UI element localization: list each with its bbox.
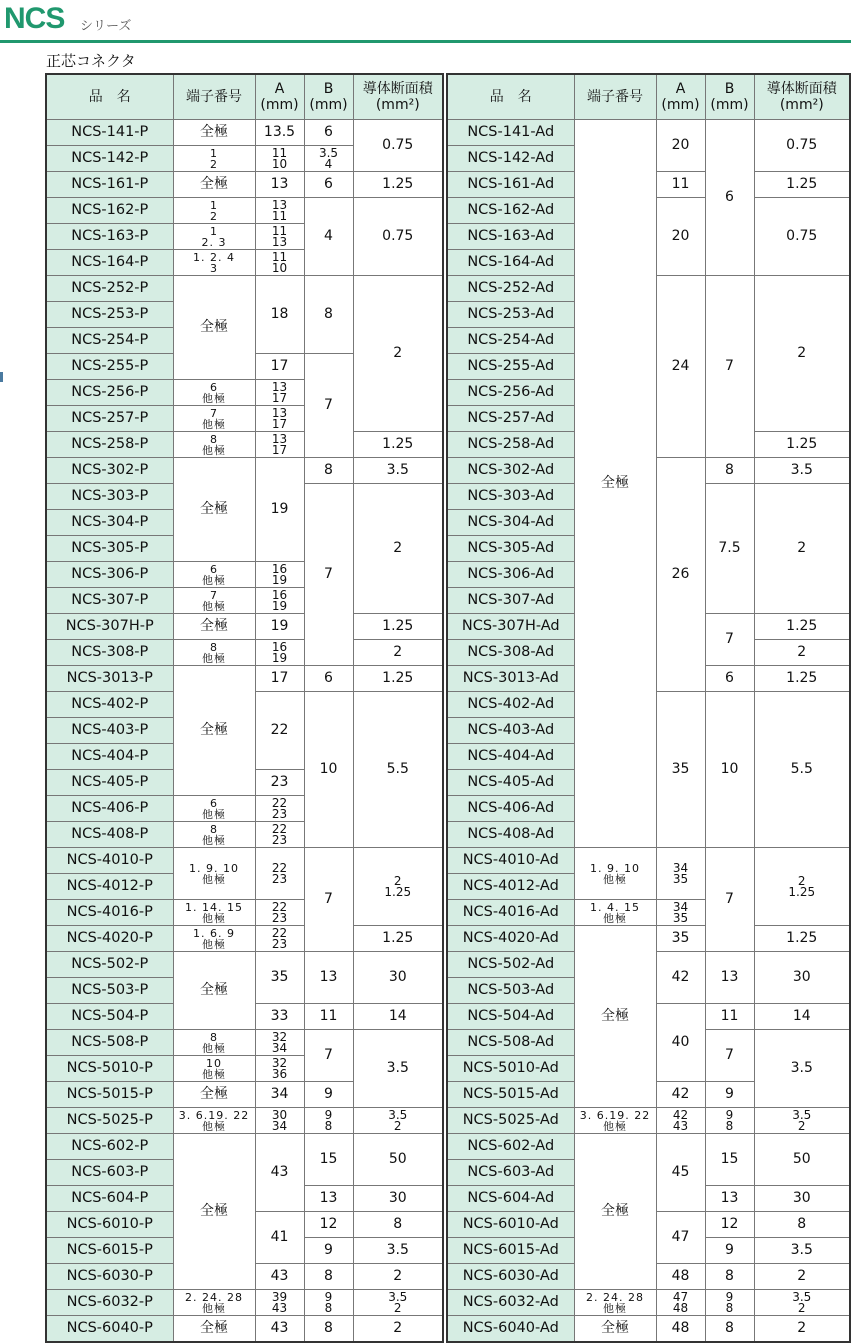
table-row: NCS-258-Ad xyxy=(447,432,574,458)
table-row: NCS-503-P xyxy=(46,978,173,1004)
table-row: NCS-406-Ad xyxy=(447,796,574,822)
col-name-header: 品 名 xyxy=(46,74,173,120)
table-row: NCS-252-Ad xyxy=(447,276,574,302)
table-row: NCS-4016-P xyxy=(46,900,173,926)
series-logo: NCS xyxy=(4,2,65,35)
table-row: NCS-403-Ad xyxy=(447,718,574,744)
table-row: NCS-6015-P xyxy=(46,1238,173,1264)
col-b-header: B (mm) xyxy=(705,74,754,120)
table-row: NCS-6030-P xyxy=(46,1264,173,1290)
table-row: NCS-307-Ad xyxy=(447,588,574,614)
table-row: NCS-253-P xyxy=(46,302,173,328)
table-row: NCS-504-Ad xyxy=(447,1004,574,1030)
table-row: NCS-604-P xyxy=(46,1186,173,1212)
col-area-header: 導体断面積 (mm²) xyxy=(754,74,850,120)
table-row: NCS-303-P xyxy=(46,484,173,510)
table-row: NCS-4016-Ad xyxy=(447,900,574,926)
table-row: NCS-257-Ad xyxy=(447,406,574,432)
table-row: NCS-604-Ad xyxy=(447,1186,574,1212)
table-row: NCS-6010-Ad xyxy=(447,1212,574,1238)
table-row: NCS-161-Ad xyxy=(447,172,574,198)
table-row: NCS-508-P xyxy=(46,1030,173,1056)
table-row: NCS-254-Ad xyxy=(447,328,574,354)
col-area-header: 導体断面積 (mm²) xyxy=(353,74,443,120)
table-row: NCS-257-P xyxy=(46,406,173,432)
table-row: NCS-508-Ad xyxy=(447,1030,574,1056)
table-row: NCS-307-P xyxy=(46,588,173,614)
table-row: NCS-303-Ad xyxy=(447,484,574,510)
table-row: NCS-504-P xyxy=(46,1004,173,1030)
table-row: NCS-302-P xyxy=(46,458,173,484)
col-terminal-header: 端子番号 xyxy=(173,74,255,120)
left-spec-table: 品 名 端子番号 A (mm) B (mm) 導体断面積 (mm²) NCS-141-P 全極 13.5 6 0.75 NCS-142-P 1 2 11 10 3.5 4 NCS-161-P 全極 13 6 1.25 NCS-162-P 1 2 13 11 4 0.75 NCS-163-P 1 2. 3 11 13 NCS-164-P 1. 2. 4 3 11 10 NCS-252-P 全極 18 8 2 NCS-253-P NCS-254-P NCS-255-P 17 7 NCS-256-P 6 他極 13 17 NCS-257-P 7 他極 13 17 NCS-258-P 8 他極 13 17 1.25 NCS-302-P 全極 19 8 3.5 NCS-303-P 7 2 NCS-304-P NCS-305-P NCS-306-P 6 他極 16 19 NCS-307-P 7 他極 16 19 NCS-307H-P 全極 19 1.25 NCS-308-P 8 他極 16 19 2 NCS-3013-P 全極 17 6 1.25 NCS-402-P 22 10 5.5 NCS-403-P NCS-404-P NCS-405-P 23 NCS-406-P 6 他極 22 23 NCS-408-P 8 他極 22 23 NCS-4010-P 1. 9. 10 他極 22 23 7 2 1.25 NCS-4012-P NCS-4016-P 1. 14. 15 他極 22 23 NCS-4020-P 1. 6. 9 他極 22 23 1.25 NCS-502-P 全極 35 13 30 NCS-503-P NCS-504-P 33 11 14 NCS-508-P 8 他極 32 34 7 3.5 NCS-5010-P 10 他極 32 36 NCS-5015-P 全極 34 9 NCS-5025-P 3. 6.19. 22 他極 30 34 9 8 3.5 2 NCS-602-P 全極 43 15 50 NCS-603-P NCS-604-P 13 30 NCS-6010-P 41 12 8 NCS-6015-P 9 3.5 NCS-6030-P 43 8 2 NCS-6032-P 2. 24. 28 他極 39 43 9 8 3.5 2 NCS-6040-P 全極 43 8 2 xyxy=(45,73,444,1343)
table-row: NCS-602-P xyxy=(46,1134,173,1160)
table-row: NCS-405-P xyxy=(46,770,173,796)
table-row: NCS-4012-P xyxy=(46,874,173,900)
table-row: NCS-163-P xyxy=(46,224,173,250)
table-row: NCS-603-P xyxy=(46,1160,173,1186)
table-row: NCS-4010-P xyxy=(46,848,173,874)
table-row: NCS-6040-P xyxy=(46,1316,173,1342)
table-row: NCS-603-Ad xyxy=(447,1160,574,1186)
table-row: NCS-4012-Ad xyxy=(447,874,574,900)
table-row: NCS-3013-P xyxy=(46,666,173,692)
table-row: NCS-406-P xyxy=(46,796,173,822)
table-row: NCS-602-Ad xyxy=(447,1134,574,1160)
table-row: NCS-4020-P xyxy=(46,926,173,952)
table-row: NCS-5015-Ad xyxy=(447,1082,574,1108)
table-row: NCS-255-Ad xyxy=(447,354,574,380)
edge-marker xyxy=(0,372,3,382)
table-row: NCS-5010-Ad xyxy=(447,1056,574,1082)
series-label: シリーズ xyxy=(80,19,132,34)
table-row: NCS-304-Ad xyxy=(447,510,574,536)
table-row: NCS-302-Ad xyxy=(447,458,574,484)
table-row: NCS-6030-Ad xyxy=(447,1264,574,1290)
col-a-header: A (mm) xyxy=(255,74,304,120)
table-row: NCS-404-Ad xyxy=(447,744,574,770)
section-title: 正芯コネクタ xyxy=(46,52,136,70)
table-row: NCS-256-Ad xyxy=(447,380,574,406)
table-row: NCS-502-Ad xyxy=(447,952,574,978)
table-row: NCS-308-P xyxy=(46,640,173,666)
table-row: NCS-164-Ad xyxy=(447,250,574,276)
table-row: NCS-161-P xyxy=(46,172,173,198)
table-row: NCS-502-P xyxy=(46,952,173,978)
table-row: NCS-408-Ad xyxy=(447,822,574,848)
table-row: NCS-256-P xyxy=(46,380,173,406)
table-row: NCS-6032-Ad xyxy=(447,1290,574,1316)
table-row: NCS-141-Ad xyxy=(447,120,574,146)
table-row: NCS-141-P xyxy=(46,120,173,146)
table-row: NCS-142-P xyxy=(46,146,173,172)
table-row: NCS-404-P xyxy=(46,744,173,770)
table-row: NCS-162-Ad xyxy=(447,198,574,224)
table-row: NCS-3013-Ad xyxy=(447,666,574,692)
table-row: NCS-307H-Ad xyxy=(447,614,574,640)
table-row: NCS-6010-P xyxy=(46,1212,173,1238)
table-row: NCS-254-P xyxy=(46,328,173,354)
header-divider xyxy=(0,40,851,43)
table-row: NCS-305-Ad xyxy=(447,536,574,562)
table-row: NCS-402-Ad xyxy=(447,692,574,718)
table-row: NCS-252-P xyxy=(46,276,173,302)
table-row: NCS-6040-Ad xyxy=(447,1316,574,1342)
table-row: NCS-4020-Ad xyxy=(447,926,574,952)
table-row: NCS-305-P xyxy=(46,536,173,562)
table-row: NCS-5010-P xyxy=(46,1056,173,1082)
table-row: NCS-306-Ad xyxy=(447,562,574,588)
table-row: NCS-308-Ad xyxy=(447,640,574,666)
col-a-header: A (mm) xyxy=(656,74,705,120)
table-row: NCS-5025-P xyxy=(46,1108,173,1134)
table-row: NCS-163-Ad xyxy=(447,224,574,250)
table-row: NCS-408-P xyxy=(46,822,173,848)
table-row: NCS-405-Ad xyxy=(447,770,574,796)
table-row: NCS-5015-P xyxy=(46,1082,173,1108)
table-row: NCS-253-Ad xyxy=(447,302,574,328)
table-row: NCS-503-Ad xyxy=(447,978,574,1004)
table-row: NCS-5025-Ad xyxy=(447,1108,574,1134)
table-row: NCS-402-P xyxy=(46,692,173,718)
table-row: NCS-4010-Ad xyxy=(447,848,574,874)
table-row: NCS-255-P xyxy=(46,354,173,380)
table-row: NCS-306-P xyxy=(46,562,173,588)
right-spec-table: 品 名 端子番号 A (mm) B (mm) 導体断面積 (mm²) NCS-141-Ad 全極 20 6 0.75 NCS-142-Ad NCS-161-Ad 11 1.25 NCS-162-Ad 20 0.75 NCS-163-Ad NCS-164-Ad NCS-252-Ad 24 7 2 NCS-253-Ad NCS-254-Ad NCS-255-Ad NCS-256-Ad NCS-257-Ad NCS-258-Ad 1.25 NCS-302-Ad 26 8 3.5 NCS-303-Ad 7.5 2 NCS-304-Ad NCS-305-Ad NCS-306-Ad NCS-307-Ad NCS-307H-Ad 7 1.25 NCS-308-Ad 2 NCS-3013-Ad 6 1.25 NCS-402-Ad 35 10 5.5 NCS-403-Ad NCS-404-Ad NCS-405-Ad NCS-406-Ad NCS-408-Ad NCS-4010-Ad 1. 9. 10 他極 34 35 7 2 1.25 NCS-4012-Ad NCS-4016-Ad 1. 4. 15 他極 34 35 NCS-4020-Ad 全極 35 1.25 NCS-502-Ad 42 13 30 NCS-503-Ad NCS-504-Ad 40 11 14 NCS-508-Ad 7 3.5 NCS-5010-Ad NCS-5015-Ad 42 9 NCS-5025-Ad 3. 6.19. 22 他極 42 43 9 8 3.5 2 NCS-602-Ad 全極 45 15 50 NCS-603-Ad NCS-604-Ad 13 30 NCS-6010-Ad 47 12 8 NCS-6015-Ad 9 3.5 NCS-6030-Ad 48 8 2 NCS-6032-Ad 2. 24. 28 他極 47 48 9 8 3.5 2 NCS-6040-Ad 全極 48 8 2 xyxy=(446,73,851,1343)
table-row: NCS-6015-Ad xyxy=(447,1238,574,1264)
table-row: NCS-307H-P xyxy=(46,614,173,640)
col-b-header: B (mm) xyxy=(304,74,353,120)
col-terminal-header: 端子番号 xyxy=(574,74,656,120)
table-row: NCS-6032-P xyxy=(46,1290,173,1316)
table-row: NCS-142-Ad xyxy=(447,146,574,172)
col-name-header: 品 名 xyxy=(447,74,574,120)
page-header xyxy=(0,0,851,44)
table-row: NCS-403-P xyxy=(46,718,173,744)
table-row: NCS-304-P xyxy=(46,510,173,536)
table-row: NCS-164-P xyxy=(46,250,173,276)
table-row: NCS-162-P xyxy=(46,198,173,224)
table-row: NCS-258-P xyxy=(46,432,173,458)
